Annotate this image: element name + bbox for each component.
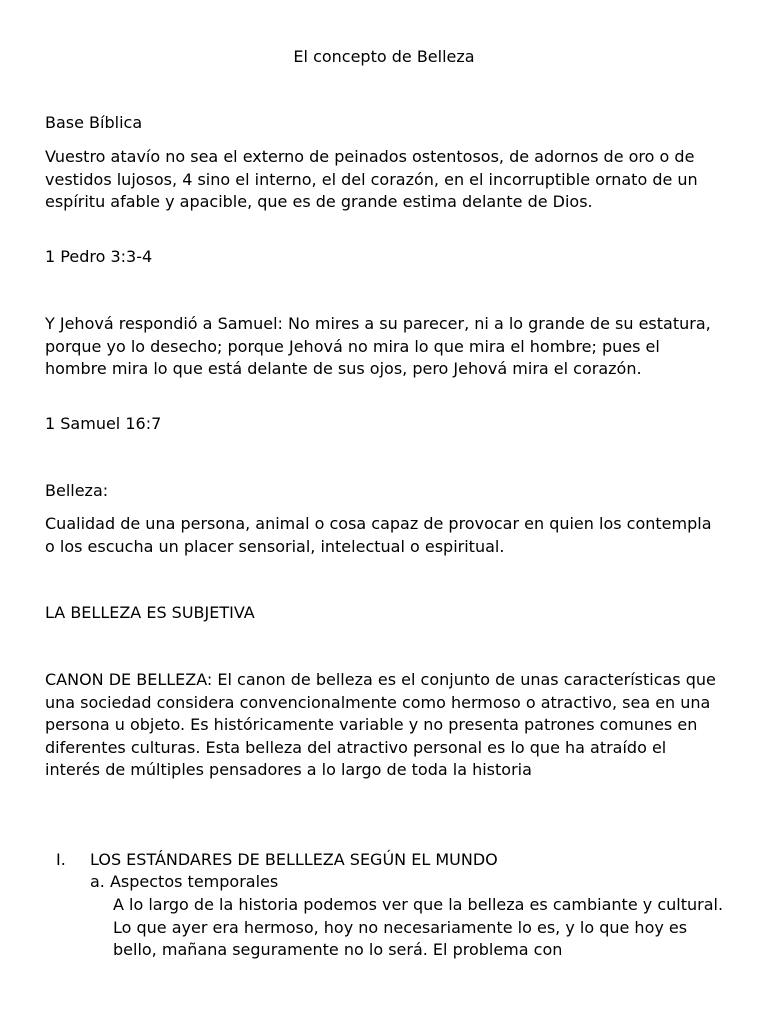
belleza-definition: Cualidad de una persona, animal o cosa capaz de provocar en quien los contempla o los escucha un placer sensorial, intelectual o espiritual. (45, 514, 712, 556)
belleza-heading: Belleza: (45, 481, 109, 500)
verse2-text: Y Jehová respondió a Samuel: No mires a su parecer, ni a lo grande de su estatura, porque yo lo desecho; porque Jehová no mira lo que mira el hombre; pues el hombre mira lo que está delante de sus ojos, pero Jehová mira el corazón. (45, 314, 711, 378)
verse2-ref: 1 Samuel 16:7 (45, 414, 162, 433)
canon-paragraph: CANON DE BELLEZA: El canon de belleza es el conjunto de unas características que una sociedad considera convencionalmente como hermoso o atractivo, sea en una persona u objeto. Es históricamente variable y no presenta patrones comunes en diferentes culturas. Esta belleza del atractivo personal es lo que ha atraído el interés de múltiples pensadores a lo largo de toda la historia (45, 670, 716, 779)
section-heading: LOS ESTÁNDARES DE BELLLEZA SEGÚN EL MUNDO (90, 850, 498, 869)
section-number: I. (56, 850, 66, 869)
subsection-text: A lo largo de la historia podemos ver que la belleza es cambiante y cultural. Lo que ayer era hermoso, hoy no necesariamente lo es, y lo que hoy es bello, mañana seguramente no lo será. El problema con (113, 895, 724, 960)
verse1-ref: 1 Pedro 3:3-4 (45, 247, 153, 266)
subjective-heading: LA BELLEZA ES SUBJETIVA (45, 603, 255, 622)
page-title: El concepto de Belleza (293, 47, 475, 66)
base-heading: Base Bíblica (45, 113, 143, 132)
subsection-heading: a. Aspectos temporales (90, 872, 279, 891)
verse1-text: Vuestro atavío no sea el externo de peinados ostentosos, de adornos de oro o de vestidos lujosos, 4 sino el interno, el del corazón, en el incorruptible ornato de un espíritu afable y apacible, que es de grande estima delante de Dios. (45, 147, 698, 211)
